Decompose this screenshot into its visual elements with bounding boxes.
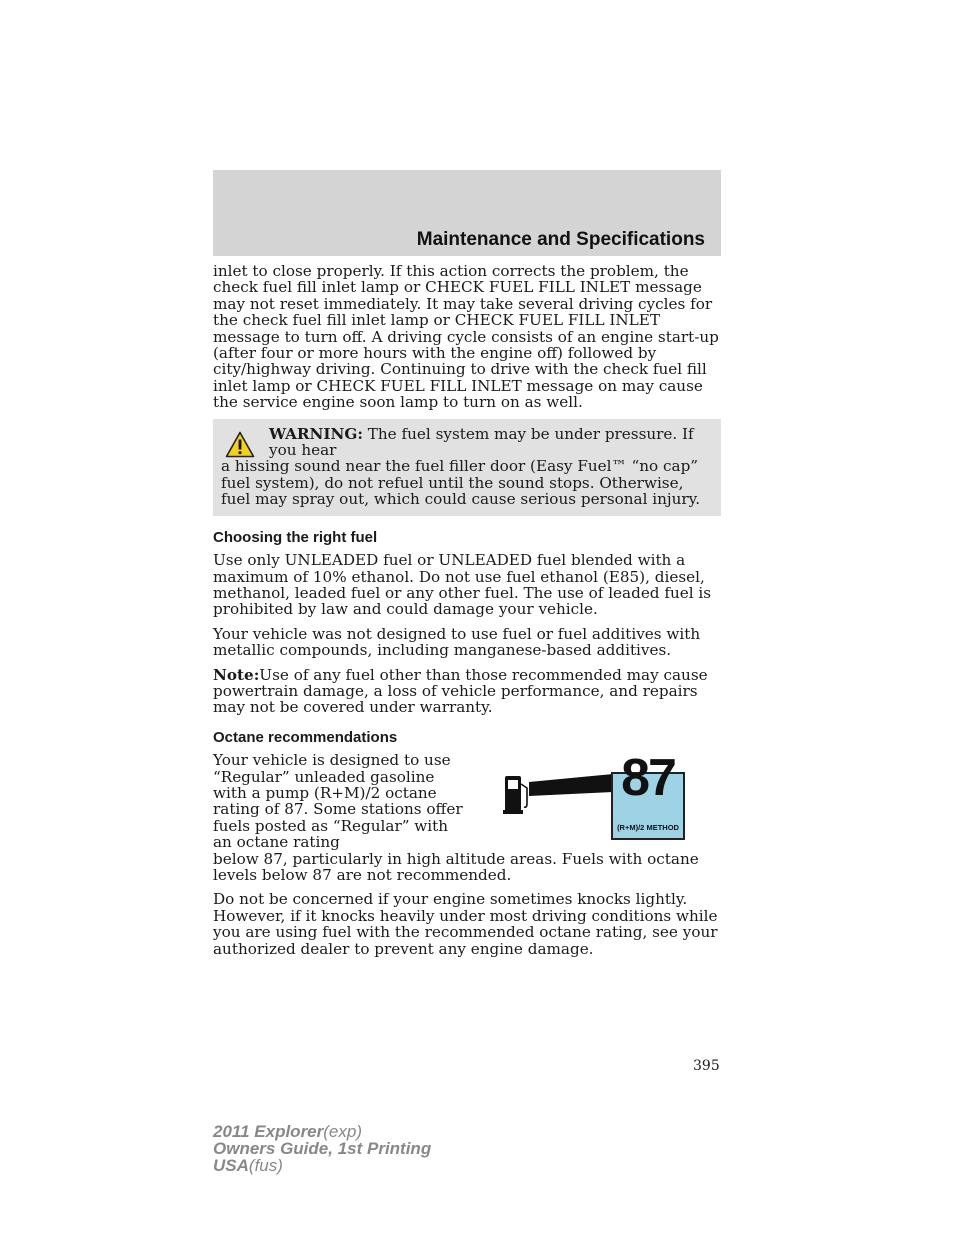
footer <box>213 1123 431 1174</box>
footer-region: USA <box>213 1156 249 1175</box>
knock-paragraph: Do not be concerned if your engine sometimes knocks lightly. However, if it knocks heavily under most driving conditions while you are using fuel with the recommended octane rating, see your authorized dealer to prevent any engine damage. <box>213 890 718 958</box>
footer-line3 <box>213 1157 431 1174</box>
page-number: 395 <box>693 1058 720 1074</box>
warning-triangle-icon <box>225 431 255 458</box>
intro-paragraph: inlet to close properly. If this action corrects the problem, the check fuel fill inlet lamp or CHECK FUEL FILL INLET message may not reset immediately. It may take several driving cycles for the check fuel fill inlet lamp or CHECK FUEL FILL INLET message to turn off. A driving cycle consists of an engine start-up (after four or more hours with the engine off) followed by city/highway driving. Continuing to drive with the check fuel fill inlet lamp or CHECK FUEL FILL INLET message on may cause the service engine soon lamp to turn on as well. <box>213 262 719 412</box>
header-band <box>213 170 721 256</box>
footer-line2: Owners Guide, 1st Printing <box>213 1139 432 1158</box>
note-text: Use of any fuel other than those recommended may cause powertrain damage, a loss of vehicle performance, and repairs may not be covered under warranty. <box>213 665 708 717</box>
section-title: Maintenance and Specifications <box>416 229 705 250</box>
footer-model: 2011 Explorer <box>213 1122 324 1141</box>
footer-region-code: (fus) <box>248 1156 283 1175</box>
octane-pump-figure <box>503 749 693 842</box>
warning-rest: a hissing sound near the fuel filler door (Easy Fuel™ “no cap” fuel system), do not refuel until the sound stops. Otherwise, fuel may spray out, which could cause serious personal injury. <box>221 457 701 509</box>
heading-octane: Octane recommendations <box>213 728 398 746</box>
octane-paragraph-wrapped: Your vehicle is designed to use “Regular” unleaded gasoline with a pump (R+M)/2 octane rating of 87. Some stations offer fuels posted as “Regular” with an octane rating <box>213 751 463 852</box>
fuel-pump-icon <box>503 770 613 842</box>
octane-method: (R+M)/2 METHOD <box>617 822 679 832</box>
fuel-paragraph-1: Use only UNLEADED fuel or UNLEADED fuel blended with a maximum of 10% ethanol. Do not use fuel ethanol (E85), diesel, methanol, leaded fuel or any other fuel. The use of leaded fuel is prohibited by law and could damage your vehicle. <box>213 551 712 619</box>
octane-paragraph-rest: below 87, particularly in high altitude areas. Fuels with octane levels below 87 are not recommended. <box>213 849 699 884</box>
octane-number: 87 <box>621 749 675 808</box>
warning-box <box>213 419 721 516</box>
footer-line1 <box>213 1123 431 1140</box>
octane-label-87 <box>611 749 685 840</box>
fuel-paragraph-2: Your vehicle was not designed to use fuel or fuel additives with metallic compounds, including manganese-based additives. <box>213 624 701 660</box>
warning-line1: The fuel system may be under pressure. If you hear <box>269 424 694 460</box>
warning-first-line <box>221 426 713 459</box>
warning-label: WARNING: <box>269 424 363 443</box>
page-content <box>213 263 721 965</box>
footer-model-code: (exp) <box>323 1122 362 1141</box>
heading-choosing-fuel: Choosing the right fuel <box>213 528 378 546</box>
note-paragraph <box>213 667 721 716</box>
note-label: Note: <box>213 665 260 684</box>
octane-block <box>213 749 721 852</box>
